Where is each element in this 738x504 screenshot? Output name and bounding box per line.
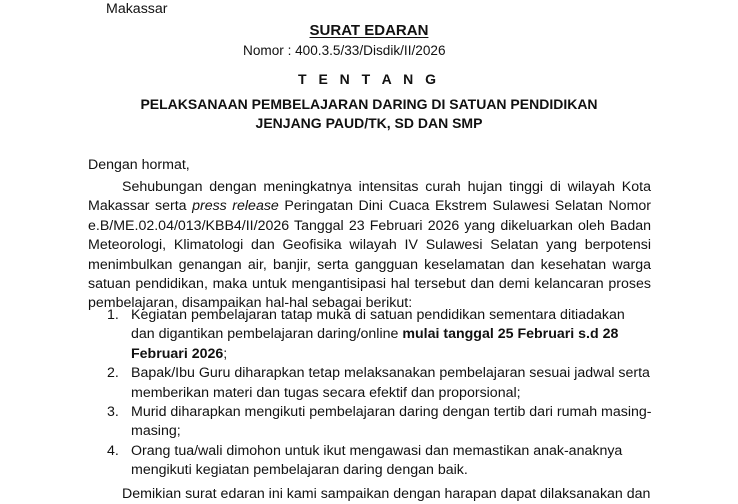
list-item xyxy=(107,442,652,481)
intro-paragraph xyxy=(88,178,651,314)
list-item xyxy=(107,364,652,403)
list-item xyxy=(107,403,652,442)
list-item-text: Murid diharapkan mengikuti pembelajaran daring dengan tertib dari rumah masing-masing; xyxy=(131,404,652,440)
list-item-text xyxy=(131,306,652,364)
list-item-bold-date: mulai tanggal 25 Februari s.d 28 Februari 2026 xyxy=(131,326,619,362)
list-item-number: 4. xyxy=(107,442,119,459)
closing-paragraph: Demikian surat edaran ini kami sampaikan dengan harapan dapat dilaksanakan dan xyxy=(122,486,651,502)
intro-part-1: Sehubungan dengan meningkatnya intensitas curah hujan tinggi di wilayah Kota Makassar serta xyxy=(88,179,651,215)
subject-line-1: PELAKSANAAN PEMBELAJARAN DARING DI SATUAN PENDIDIKAN xyxy=(140,96,598,112)
list-item-number: 2. xyxy=(107,365,119,382)
intro-part-2: Peringatan Dini Cuaca Ekstrem Sulawesi Selatan Nomor e.B/ME.02.04/013/KBB4/II/2026 Tanggal 23 Februari 2026 yang dikeluarkan oleh Badan Meteorologi, Klimatologi dan Geofisika wilayah IV Sulawesi Selatan yang berpotensi menimbulkan genangan air, banjir, serta gangguan keselamatan dan kesehatan warga satuan pendidikan, maka untuk mengantisipasi hal tersebut dan demi kelancaran proses pembelajaran, disampaikan hal-hal sebagai berikut: xyxy=(88,198,651,312)
list-item-text-part: Kegiatan pembelajaran tatap muka di satuan pendidikan sementara ditiadakan dan digantikan pembelajaran daring/online xyxy=(131,307,625,343)
instruction-list xyxy=(107,306,652,481)
intro-italic: press release xyxy=(192,198,279,215)
list-item xyxy=(107,306,652,364)
list-item-text-end: ; xyxy=(223,345,228,362)
document-title xyxy=(0,22,738,39)
list-item-number: 3. xyxy=(107,404,119,421)
city-name: Makassar xyxy=(106,1,168,17)
salutation: Dengan hormat, xyxy=(88,157,190,173)
document-number: Nomor : 400.3.5/33/Disdik/II/2026 xyxy=(243,43,446,58)
tentang-heading: T E N T A N G xyxy=(298,71,440,87)
list-item-number: 1. xyxy=(107,307,119,323)
list-item-text: Bapak/Ibu Guru diharapkan tetap melaksanakan pembelajaran sesuai jadwal serta memberikan materi dan tugas secara efektif dan proporsional; xyxy=(131,365,650,401)
list-item-text: Orang tua/wali dimohon untuk ikut mengawasi dan memastikan anak-anaknya mengikuti kegiatan pembelajaran daring dengan baik. xyxy=(131,442,623,479)
subject-line-2: JENJANG PAUD/TK, SD DAN SMP xyxy=(255,115,483,131)
document-title-text: SURAT EDARAN xyxy=(309,22,429,39)
subject-heading xyxy=(0,95,738,133)
